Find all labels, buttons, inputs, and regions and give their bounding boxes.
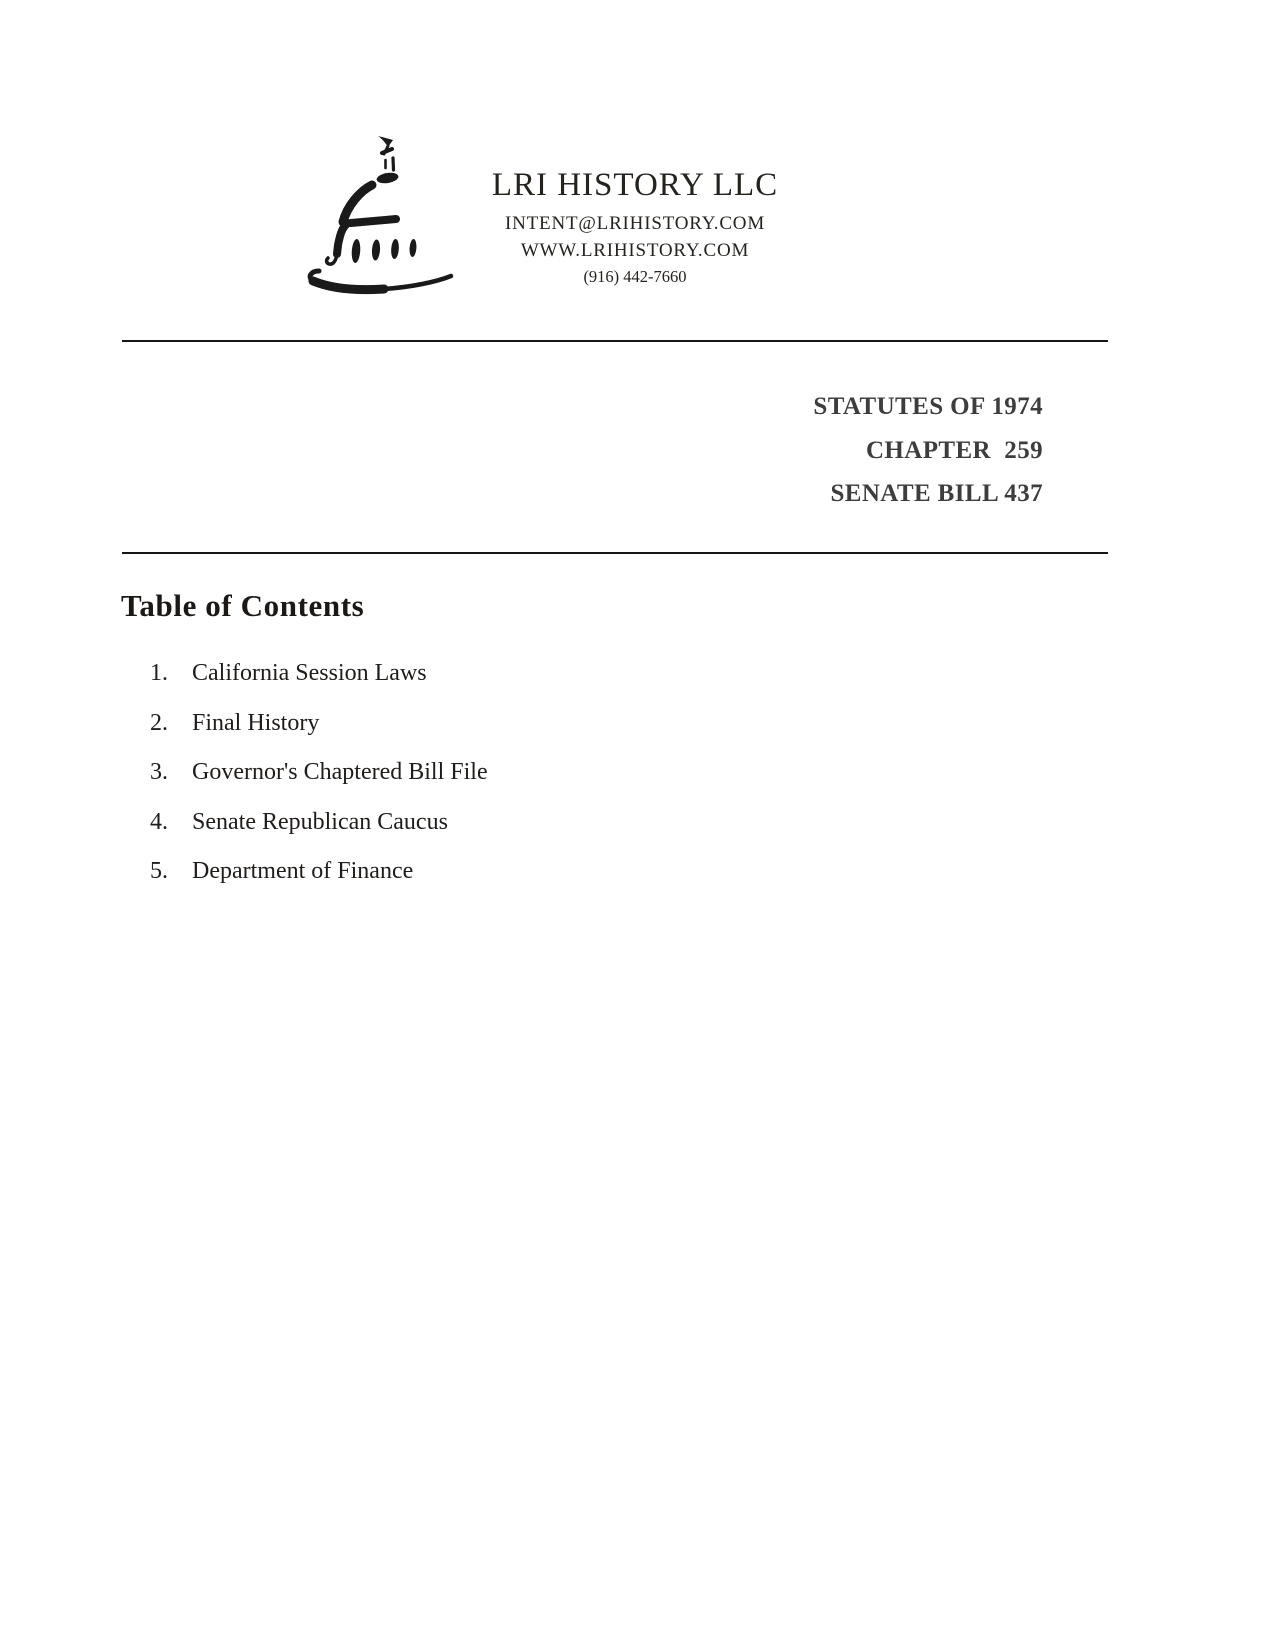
- capitol-dome-logo: [292, 121, 458, 297]
- toc-item-number: 3.: [150, 759, 168, 785]
- senate-bill-line: SENATE BILL 437: [830, 480, 1043, 507]
- website-url: WWW.LRIHISTORY.COM: [520, 240, 750, 261]
- toc-item: [150, 798, 488, 848]
- phone-number: (916) 442-7660: [583, 267, 687, 286]
- company-name: LRI HISTORY LLC: [491, 167, 779, 203]
- toc-item: [150, 699, 488, 749]
- toc-item-number: 5.: [150, 858, 168, 884]
- bill-reference: [813, 385, 1043, 516]
- toc-item-number: 1.: [150, 660, 168, 686]
- divider-top: [122, 340, 1108, 342]
- email-address: INTENT@LRIHISTORY.COM: [504, 213, 766, 234]
- toc-item: [150, 847, 488, 897]
- toc-list: [150, 649, 488, 897]
- divider-bottom: [122, 552, 1108, 554]
- toc-item: [150, 748, 488, 798]
- toc-item-number: 4.: [150, 808, 168, 835]
- statutes-line: STATUTES OF 1974: [813, 393, 1043, 420]
- toc-item-label: Governor's Chaptered Bill File: [192, 759, 488, 785]
- chapter-line: CHAPTER 259: [865, 436, 1043, 464]
- toc-item-label: Department of Finance: [192, 858, 414, 884]
- toc-item-number: 2.: [150, 709, 168, 736]
- toc-title: Table of Contents: [121, 588, 365, 623]
- toc-item-label: Final History: [192, 709, 320, 736]
- letterhead: [440, 166, 830, 290]
- toc-item: [150, 649, 488, 699]
- toc-item-label: California Session Laws: [192, 660, 427, 686]
- toc-item-label: Senate Republican Caucus: [192, 808, 448, 835]
